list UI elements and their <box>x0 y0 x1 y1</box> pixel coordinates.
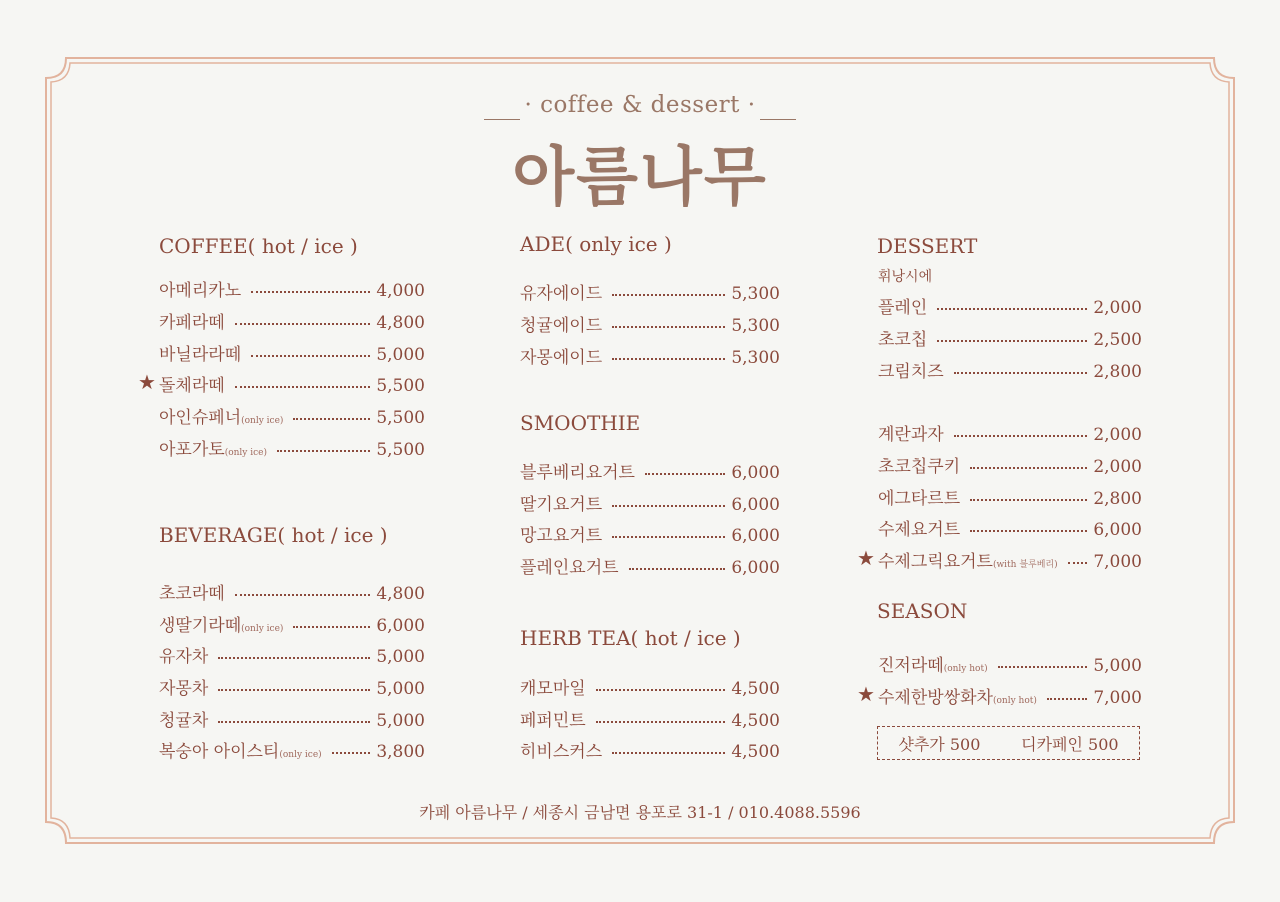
dot-leader <box>954 435 1088 437</box>
section-title-ade: ADE( only ice ) <box>520 232 672 256</box>
dot-leader <box>596 689 726 691</box>
menu-item-price: 2,000 <box>1093 425 1142 445</box>
menu-item-price: 2,800 <box>1093 362 1142 382</box>
dot-leader <box>277 450 370 452</box>
menu-item <box>878 515 1142 539</box>
menu-item-price: 5,000 <box>376 345 425 365</box>
dot-leader <box>998 666 1088 668</box>
dot-leader <box>251 291 370 293</box>
section-title-smoothie: SMOOTHIE <box>520 411 641 435</box>
menu-item-price: 5,500 <box>376 408 425 428</box>
menu-item-price: 7,000 <box>1093 688 1142 708</box>
dot-leader <box>293 626 370 628</box>
menu-item-name: 플레인요거트 <box>520 558 619 578</box>
menu-item-name: 수제요거트 <box>878 520 961 540</box>
menu-item-name: 유자에이드 <box>520 284 603 304</box>
dot-leader <box>629 568 726 570</box>
menu-item <box>520 490 780 514</box>
dot-leader <box>235 323 371 325</box>
menu-item-name: 에그타르트 <box>878 489 961 509</box>
menu-item-price: 5,500 <box>376 440 425 460</box>
menu-item-name: 블루베리요거트 <box>520 463 635 483</box>
dot-leader <box>970 499 1087 501</box>
dot-leader <box>645 473 725 475</box>
dot-leader <box>235 386 371 388</box>
dot-leader <box>251 355 370 357</box>
menu-item <box>159 340 425 364</box>
dot-leader <box>218 689 370 691</box>
tagline-text: coffee & dessert <box>540 92 740 118</box>
menu-item <box>520 674 780 698</box>
menu-item-name: 캐모마일 <box>520 679 586 699</box>
menu-item <box>878 683 1142 707</box>
menu-item-name: 계란과자 <box>878 425 944 445</box>
menu-item-price: 2,500 <box>1093 330 1142 350</box>
tagline-rule-left <box>484 119 520 120</box>
star-icon: ★ <box>138 370 156 394</box>
section-title-beverage: BEVERAGE( hot / ice ) <box>159 523 388 547</box>
menu-item-name: 아메리카노 <box>159 281 242 301</box>
menu-item-price: 6,000 <box>731 463 780 483</box>
dot-leader <box>612 505 725 507</box>
menu-item-price: 4,500 <box>731 679 780 699</box>
menu-item-name: 망고요거트 <box>520 526 603 546</box>
menu-item-name: 생딸기라떼 <box>159 616 242 636</box>
menu-item <box>878 357 1142 381</box>
menu-item-name: 자몽차 <box>159 679 209 699</box>
star-icon: ★ <box>857 682 875 706</box>
menu-item-price: 5,000 <box>376 679 425 699</box>
menu-item-name: 초코칩쿠키 <box>878 457 961 477</box>
section-title-dessert: DESSERT <box>877 234 978 258</box>
menu-item-price: 6,000 <box>731 526 780 546</box>
menu-item <box>520 311 780 335</box>
tagline-rule-right <box>760 119 796 120</box>
tagline: · coffee & dessert · <box>0 92 1280 120</box>
menu-item-price: 6,000 <box>1093 520 1142 540</box>
menu-item-name: 아포가토 <box>159 440 225 460</box>
menu-item <box>159 611 425 635</box>
menu-item-name: 돌체라떼 <box>159 376 225 396</box>
menu-item-note: (only ice) <box>224 448 268 458</box>
menu-item-name: 초코라떼 <box>159 584 225 604</box>
menu-item <box>159 435 425 459</box>
menu-item-price: 4,500 <box>731 742 780 762</box>
menu-item <box>159 674 425 698</box>
menu-item <box>520 706 780 730</box>
dot-leader <box>612 294 725 296</box>
menu-item-price: 6,000 <box>376 616 425 636</box>
menu-item-name: 수제그릭요거트 <box>878 552 993 572</box>
menu-item-price: 4,000 <box>376 281 425 301</box>
extra-shot: 샷추가 500 <box>898 734 981 754</box>
menu-item-name: 복숭아 아이스티 <box>159 742 280 762</box>
menu-item <box>878 452 1142 476</box>
section-title-season: SEASON <box>877 599 968 623</box>
dessert-subtitle: 휘낭시에 <box>878 269 933 285</box>
menu-item <box>878 484 1142 508</box>
dot-leader <box>612 326 725 328</box>
menu-item-name: 카페라떼 <box>159 313 225 333</box>
menu-item-price: 5,000 <box>376 647 425 667</box>
menu-item-name: 진저라떼 <box>878 656 944 676</box>
dot-leader <box>970 530 1087 532</box>
dot-leader <box>218 657 370 659</box>
menu-item-price: 5,000 <box>376 711 425 731</box>
brand-title: 아름나무 <box>512 141 768 215</box>
dot-leader <box>332 752 371 754</box>
menu-item <box>520 279 780 303</box>
menu-item-price: 5,300 <box>731 348 780 368</box>
menu-item-price: 5,500 <box>376 376 425 396</box>
menu-item-note: (only ice) <box>241 416 284 426</box>
footer-address: 카페 아름나무 / 세종시 금남면 용포로 31-1 / 010.4088.5596 <box>419 803 861 822</box>
dot-leader <box>954 372 1088 374</box>
menu-item-name: 유자차 <box>159 647 209 667</box>
menu-item-name: 청귤에이드 <box>520 316 603 336</box>
menu-item-note: (only hot) <box>992 696 1037 706</box>
dot-leader <box>235 594 371 596</box>
dot-leader <box>937 308 1087 310</box>
menu-item <box>159 579 425 603</box>
dot-leader <box>293 418 370 420</box>
menu-item-note: (with 블루베리) <box>992 560 1058 570</box>
menu-item <box>520 553 780 577</box>
dot-leader <box>612 752 725 754</box>
menu-item <box>159 403 425 427</box>
dot-leader <box>218 721 370 723</box>
menu-item <box>878 293 1142 317</box>
star-icon: ★ <box>857 546 875 570</box>
dot-leader <box>937 340 1087 342</box>
menu-item-price: 5,000 <box>1093 656 1142 676</box>
menu-item-price: 6,000 <box>731 495 780 515</box>
menu-item-name: 수제한방쌍화차 <box>878 688 993 708</box>
menu-item <box>159 308 425 332</box>
menu-item-price: 2,000 <box>1093 298 1142 318</box>
dot-leader <box>612 358 725 360</box>
menu-item <box>159 276 425 300</box>
menu-item-note: (only ice) <box>241 624 284 634</box>
menu-item <box>878 547 1142 571</box>
menu-item-name: 청귤차 <box>159 711 209 731</box>
extras-box <box>877 726 1140 760</box>
menu-item-name: 초코칩 <box>878 330 928 350</box>
dot-leader <box>1047 698 1087 700</box>
menu-item-price: 2,800 <box>1093 489 1142 509</box>
menu-item-name: 아인슈페너 <box>159 408 242 428</box>
menu-item <box>159 371 425 395</box>
menu-item <box>159 642 425 666</box>
menu-item-price: 7,000 <box>1093 552 1142 572</box>
menu-item-name: 바닐라라떼 <box>159 345 242 365</box>
menu-item-price: 6,000 <box>731 558 780 578</box>
menu-item <box>878 420 1142 444</box>
dot-leader <box>612 536 725 538</box>
extra-decaf: 디카페인 500 <box>1021 734 1119 754</box>
menu-item-name: 크림치즈 <box>878 362 944 382</box>
dot-leader <box>1068 562 1088 564</box>
menu-item <box>878 325 1142 349</box>
section-title-herb-tea: HERB TEA( hot / ice ) <box>520 626 741 650</box>
dot-leader <box>596 721 726 723</box>
menu-item-name: 플레인 <box>878 298 928 318</box>
menu-item-name: 자몽에이드 <box>520 348 603 368</box>
menu-item <box>520 737 780 761</box>
dot-leader <box>970 467 1087 469</box>
menu-item-price: 4,500 <box>731 711 780 731</box>
menu-item-name: 히비스커스 <box>520 742 603 762</box>
menu-item-note: (only ice) <box>279 750 322 760</box>
menu-item <box>520 521 780 545</box>
menu-item-price: 5,300 <box>731 284 780 304</box>
menu-item-note: (only hot) <box>943 664 988 674</box>
menu-item-price: 4,800 <box>376 584 425 604</box>
section-title-coffee: COFFEE( hot / ice ) <box>159 234 358 258</box>
menu-item-price: 5,300 <box>731 316 780 336</box>
menu-item <box>159 706 425 730</box>
menu-item <box>159 737 425 761</box>
menu-item-name: 딸기요거트 <box>520 495 603 515</box>
menu-item <box>878 651 1142 675</box>
menu-item-price: 4,800 <box>376 313 425 333</box>
menu-item <box>520 343 780 367</box>
menu-item-price: 3,800 <box>376 742 425 762</box>
menu-item-price: 2,000 <box>1093 457 1142 477</box>
menu-item-name: 페퍼민트 <box>520 711 586 731</box>
menu-item <box>520 458 780 482</box>
